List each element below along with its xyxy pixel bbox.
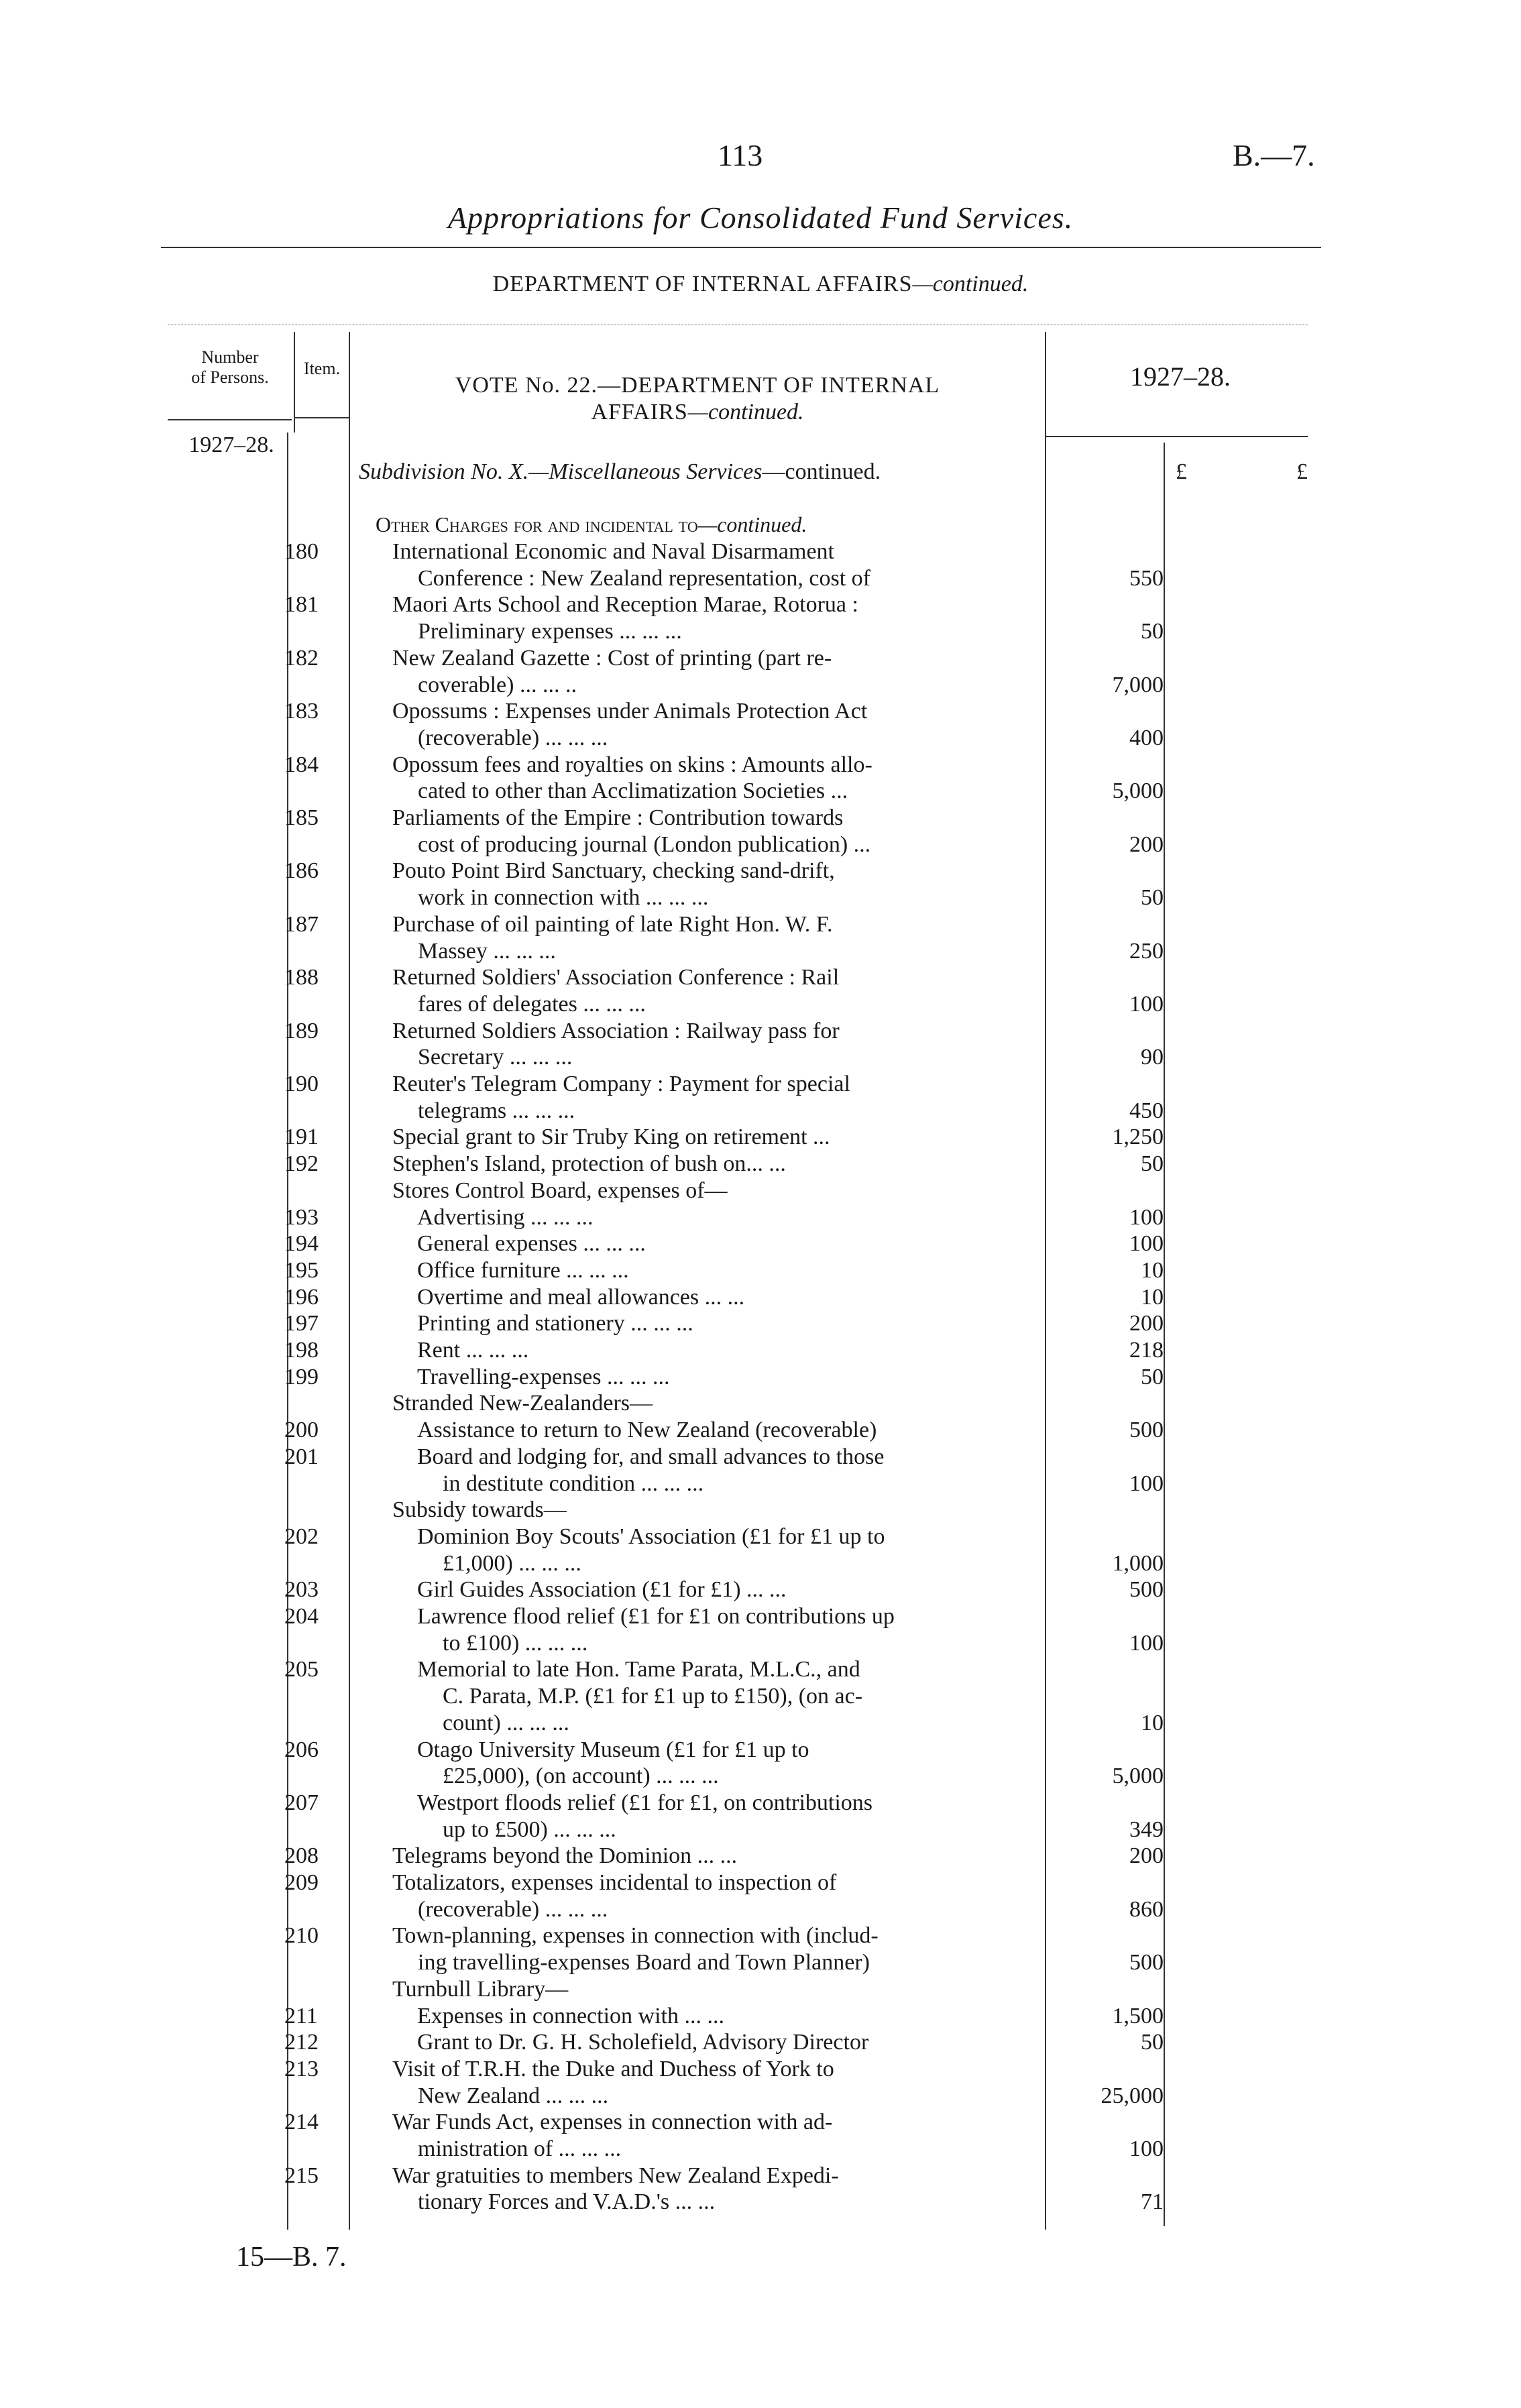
item-description-line: (recoverable) ... ... ... <box>418 1896 608 1922</box>
item-amount: 250 <box>1129 938 1164 964</box>
item-description-line: Rent ... ... ... <box>417 1338 529 1363</box>
item-description-line: Travelling-expenses ... ... ... <box>417 1364 670 1389</box>
item-description-line: Grant to Dr. G. H. Scholefield, Advisory Director <box>417 2030 869 2055</box>
item-description-line: coverable) ... ... .. <box>418 672 577 697</box>
department-suffix: —continued. <box>912 272 1029 296</box>
item-amount: 100 <box>1129 991 1164 1017</box>
item-description-line: Returned Soldiers Association : Railway pass for <box>392 1018 840 1043</box>
item-amount: 50 <box>1141 2030 1164 2055</box>
item-description-line: Board and lodging for, and small advances to those <box>417 1444 885 1469</box>
item-description-line: Turnbull Library— <box>392 1976 569 2002</box>
item-number: 185 <box>284 805 319 830</box>
item-number: 208 <box>284 1843 319 1869</box>
item-amount: 1,250 <box>1112 1125 1164 1150</box>
item-description-line: Stores Control Board, expenses of— <box>392 1178 728 1203</box>
item-amount: 10 <box>1141 1257 1164 1283</box>
item-description-line: telegrams ... ... ... <box>418 1098 575 1123</box>
item-amount: 100 <box>1129 1471 1164 1496</box>
item-description-line: Stephen's Island, protection of bush on... ... <box>392 1151 786 1177</box>
item-number: 183 <box>284 699 319 724</box>
item-description-line: Returned Soldiers' Association Conference : Rail <box>392 965 840 990</box>
item-description-line: Assistance to return to New Zealand (recoverable) <box>417 1418 877 1443</box>
item-description-line: Office furniture ... ... ... <box>417 1257 629 1283</box>
item-number: 204 <box>284 1604 319 1629</box>
item-number: 191 <box>284 1125 319 1150</box>
item-amount: 500 <box>1129 1418 1164 1443</box>
item-number: 187 <box>284 911 319 937</box>
item-amount: 25,000 <box>1101 2083 1164 2108</box>
item-description-line: General expenses ... ... ... <box>417 1231 646 1257</box>
item-description-line: New Zealand Gazette : Cost of printing (part re- <box>392 645 832 671</box>
item-amount: 100 <box>1129 1630 1164 1656</box>
item-description-line: Parliaments of the Empire : Contribution towards <box>392 805 844 830</box>
item-number: 200 <box>284 1418 319 1443</box>
item-number: 192 <box>284 1151 319 1177</box>
item-amount: 218 <box>1129 1338 1164 1363</box>
item-number: 193 <box>284 1204 319 1230</box>
item-amount: 500 <box>1129 1577 1164 1603</box>
page-number: 113 <box>718 138 763 172</box>
item-description-line: War Funds Act, expenses in connection with ad- <box>392 2110 833 2135</box>
item-description-line: Maori Arts School and Reception Marae, Rotorua : <box>392 592 858 618</box>
item-number: 186 <box>284 858 319 884</box>
item-amount: 550 <box>1129 565 1164 591</box>
item-description-line: Telegrams beyond the Dominion ... ... <box>392 1843 738 1869</box>
item-number: 211 <box>284 2003 318 2028</box>
item-amount: 100 <box>1129 1204 1164 1230</box>
other-charges-label: Other Charges for and incidental to <box>376 512 698 536</box>
item-description-line: cated to other than Acclimatization Societies ... <box>418 779 848 804</box>
item-amount: 50 <box>1141 1364 1164 1389</box>
item-header-rule <box>295 417 349 418</box>
item-description-line: cost of producing journal (London publication) ... <box>418 832 871 857</box>
item-number: 189 <box>284 1018 319 1043</box>
item-amount: 200 <box>1129 832 1164 857</box>
item-description-line: count) ... ... ... <box>443 1710 569 1735</box>
item-description-line: Preliminary expenses ... ... ... <box>418 619 682 644</box>
subdivision-suffix: —continued. <box>762 459 881 484</box>
item-description-line: Purchase of oil painting of late Right Hon. W. F. <box>392 911 833 937</box>
vote-title-line-1: VOTE No. 22.—DEPARTMENT OF INTERNAL <box>455 373 940 398</box>
item-description-line: Visit of T.R.H. the Duke and Duchess of York to <box>392 2056 834 2081</box>
footer-signature: 15—B. 7. <box>236 2242 347 2273</box>
item-number: 210 <box>284 1923 319 1949</box>
item-amount: 1,500 <box>1112 2003 1164 2028</box>
persons-header-line-1: Number <box>201 347 259 367</box>
item-description-line: Conference : New Zealand representation, cost of <box>418 565 870 591</box>
item-amount: 400 <box>1129 725 1164 750</box>
item-description-line: Memorial to late Hon. Tame Parata, M.L.C., and <box>417 1657 860 1682</box>
item-amount: 5,000 <box>1112 1764 1164 1789</box>
item-description-line: Lawrence flood relief (£1 for £1 on contributions up <box>417 1604 895 1629</box>
item-amount: 5,000 <box>1112 779 1164 804</box>
item-number: 213 <box>284 2056 319 2081</box>
item-description-line: Secretary ... ... ... <box>418 1045 573 1070</box>
item-number: 201 <box>284 1444 319 1469</box>
item-description-line: Opossum fees and royalties on skins : Amounts allo- <box>392 752 872 777</box>
item-number: 180 <box>284 539 319 564</box>
item-description-line: £1,000) ... ... ... <box>443 1550 581 1576</box>
item-amount: 500 <box>1129 1950 1164 1975</box>
item-amount: 200 <box>1129 1311 1164 1336</box>
persons-header-rule <box>168 419 292 420</box>
item-amount: 100 <box>1129 2136 1164 2161</box>
other-charges-heading <box>376 512 807 537</box>
item-number: 202 <box>284 1524 319 1549</box>
item-number: 188 <box>284 965 319 990</box>
item-amount: 50 <box>1141 619 1164 644</box>
item-number: 209 <box>284 1870 319 1895</box>
page-title: Appropriations for Consolidated Fund Services. <box>447 200 1074 235</box>
persons-year: 1927–28. <box>188 433 274 457</box>
subdivision-heading <box>359 459 881 485</box>
item-number: 190 <box>284 1072 319 1096</box>
item-description-line: Expenses in connection with ... ... <box>417 2003 724 2028</box>
vote-title <box>349 372 1046 426</box>
item-description-line: Reuter's Telegram Company : Payment for special <box>392 1072 850 1096</box>
persons-column-header <box>166 347 294 388</box>
item-description-line: to £100) ... ... ... <box>443 1630 588 1656</box>
item-description-line: up to £500) ... ... ... <box>443 1817 616 1842</box>
item-number: 181 <box>284 592 319 618</box>
item-number: 215 <box>284 2163 319 2188</box>
item-amount: 10 <box>1141 1710 1164 1735</box>
item-description-line: Advertising ... ... ... <box>417 1204 594 1230</box>
item-description-line: Pouto Point Bird Sanctuary, checking sand-drift, <box>392 858 835 884</box>
item-description-line: Massey ... ... ... <box>418 938 556 964</box>
item-number: 212 <box>284 2030 319 2055</box>
item-amount: 10 <box>1141 1284 1164 1310</box>
department-name: DEPARTMENT OF INTERNAL AFFAIRS <box>492 272 913 296</box>
other-charges-suffix: —continued. <box>697 512 807 536</box>
item-description-line: ministration of ... ... ... <box>418 2136 622 2161</box>
item-description-line: Town-planning, expenses in connection with (includ- <box>392 1923 879 1949</box>
item-number: 194 <box>284 1231 319 1257</box>
item-amount: 450 <box>1129 1098 1164 1123</box>
item-description-line: Overtime and meal allowances ... ... <box>417 1284 745 1310</box>
item-number: 198 <box>284 1338 319 1363</box>
item-description-line: Stranded New-Zealanders— <box>392 1391 653 1416</box>
item-description-line: Subsidy towards— <box>392 1497 567 1523</box>
item-description-line: Printing and stationery ... ... ... <box>417 1311 693 1336</box>
item-amount: 200 <box>1129 1843 1164 1869</box>
subdivision-name: Subdivision No. X.—Miscellaneous Services <box>359 459 763 484</box>
item-description-line: in destitute condition ... ... ... <box>443 1471 704 1496</box>
page-reference: B.—7. <box>1233 138 1315 172</box>
item-description-line: War gratuities to members New Zealand Expedi- <box>392 2163 839 2188</box>
item-description-line: International Economic and Naval Disarmament <box>392 539 834 564</box>
department-heading <box>0 272 1521 297</box>
item-number: 184 <box>284 752 319 777</box>
item-number: 199 <box>284 1364 319 1389</box>
pound-sign-items: £ <box>1176 459 1187 484</box>
item-description-line: fares of delegates ... ... ... <box>418 991 646 1017</box>
item-number: 214 <box>284 2110 319 2135</box>
item-amount: 50 <box>1141 885 1164 911</box>
item-description-line: (recoverable) ... ... ... <box>418 725 608 750</box>
item-description-line: New Zealand ... ... ... <box>418 2083 609 2108</box>
item-number: 182 <box>284 645 319 671</box>
item-description-line: Otago University Museum (£1 for £1 up to <box>417 1737 809 1762</box>
year-column-header: 1927–28. <box>1130 361 1231 392</box>
vote-title-line-2 <box>349 399 1046 426</box>
item-description-line: Special grant to Sir Truby King on retirement ... <box>392 1125 830 1150</box>
item-amount: 7,000 <box>1112 672 1164 697</box>
item-number: 203 <box>284 1577 319 1603</box>
item-description-line: Dominion Boy Scouts' Association (£1 for £1 up to <box>417 1524 885 1549</box>
item-amount: 90 <box>1141 1045 1164 1070</box>
item-description-line: Girl Guides Association (£1 for £1) ... ... <box>417 1577 787 1603</box>
item-amount: 50 <box>1141 1151 1164 1177</box>
item-number: 205 <box>284 1657 319 1682</box>
year-header-rule <box>1046 436 1308 437</box>
item-description-line: ing travelling-expenses Board and Town Planner) <box>418 1950 870 1975</box>
item-amount: 100 <box>1129 1231 1164 1257</box>
item-amount: 860 <box>1129 1896 1164 1922</box>
item-number: 206 <box>284 1737 319 1762</box>
item-description-line: Opossums : Expenses under Animals Protection Act <box>392 699 868 724</box>
pound-sign-totals: £ <box>1296 459 1308 484</box>
persons-header-line-2: of Persons. <box>191 367 269 387</box>
amount-total-divider <box>1164 443 1165 2226</box>
vote-title-suffix: —continued. <box>687 400 804 424</box>
item-number: 207 <box>284 1790 319 1815</box>
item-description-line: C. Parata, M.P. (£1 for £1 up to £150), (on ac- <box>443 1684 863 1709</box>
item-number: 197 <box>284 1311 319 1336</box>
item-amount: 349 <box>1129 1817 1164 1842</box>
item-amount: 71 <box>1141 2189 1164 2215</box>
item-number: 195 <box>284 1257 319 1283</box>
item-description-line: tionary Forces and V.A.D.'s ... ... <box>418 2189 716 2215</box>
item-amount: 1,000 <box>1112 1550 1164 1576</box>
item-description-line: Totalizators, expenses incidental to inspection of <box>392 1870 837 1895</box>
item-description-line: Westport floods relief (£1 for £1, on contributions <box>417 1790 873 1815</box>
item-description-line: work in connection with ... ... ... <box>418 885 709 911</box>
item-number: 196 <box>284 1284 319 1310</box>
vote-title-affairs: AFFAIRS <box>591 400 688 424</box>
item-column-header: Item. <box>303 359 341 378</box>
item-description-line: £25,000), (on account) ... ... ... <box>443 1764 719 1789</box>
title-rule <box>161 247 1321 248</box>
